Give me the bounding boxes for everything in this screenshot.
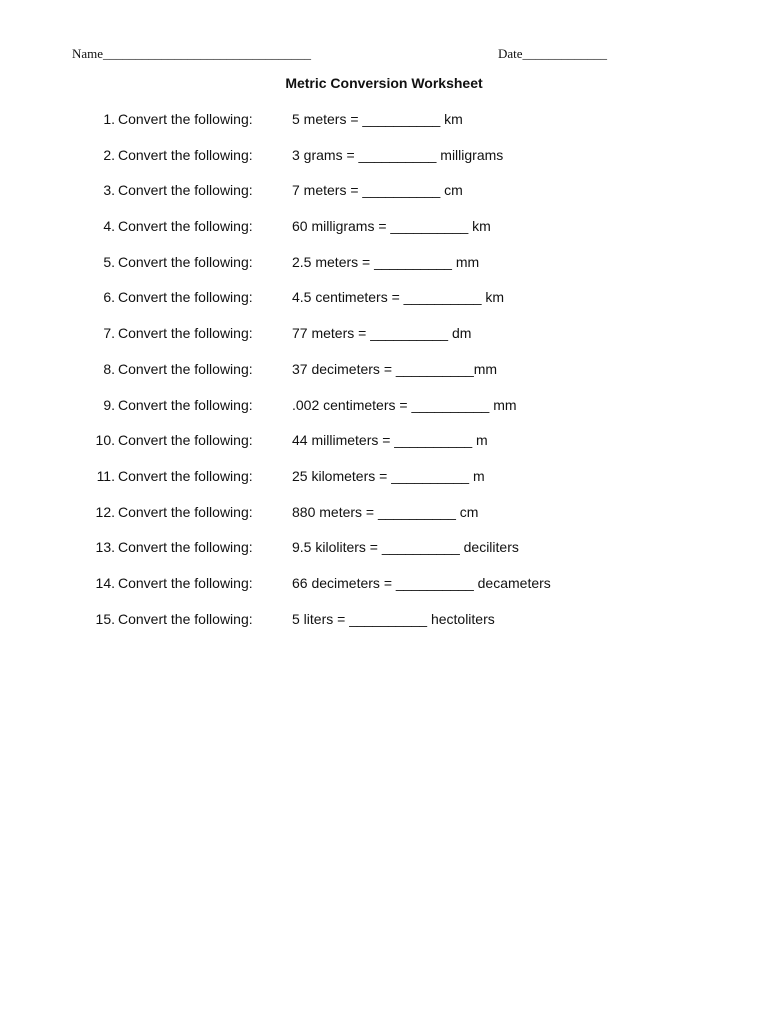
question-problem: 77 meters = __________ dm — [292, 325, 472, 342]
question-number: 14. — [95, 574, 115, 591]
question-problem: 5 liters = __________ hectoliters — [292, 610, 495, 627]
question-number: 1. — [103, 111, 115, 127]
worksheet-title: Metric Conversion Worksheet — [285, 75, 483, 91]
question-problem: 2.5 meters = __________ mm — [292, 253, 480, 270]
question-problem: 5 meters = __________ km — [292, 111, 463, 127]
question-instruction: Convert the following: — [118, 539, 253, 556]
question-1 — [0, 109, 768, 145]
question-number: 9. — [103, 396, 115, 413]
question-6 — [0, 287, 768, 323]
question-7 — [0, 323, 768, 359]
question-3 — [0, 180, 768, 216]
question-10 — [0, 430, 768, 466]
question-instruction: Convert the following: — [118, 253, 253, 270]
question-number: 12. — [95, 503, 115, 520]
question-instruction: Convert the following: — [118, 574, 253, 591]
question-number: 2. — [103, 146, 115, 163]
question-number: 7. — [103, 325, 115, 342]
question-11 — [0, 466, 768, 502]
question-instruction: Convert the following: — [118, 360, 253, 377]
question-instruction: Convert the following: — [118, 396, 253, 413]
question-4 — [0, 216, 768, 252]
question-instruction: Convert the following: — [118, 111, 253, 127]
question-problem: .002 centimeters = __________ mm — [292, 396, 517, 413]
question-number: 11. — [96, 467, 115, 484]
question-9 — [0, 395, 768, 431]
question-problem: 4.5 centimeters = __________ km — [292, 289, 505, 306]
question-number: 15. — [95, 610, 115, 627]
question-instruction: Convert the following: — [118, 325, 253, 342]
question-12 — [0, 502, 768, 538]
worksheet-header — [0, 46, 768, 66]
question-instruction: Convert the following: — [118, 467, 253, 484]
question-14 — [0, 573, 768, 609]
question-instruction: Convert the following: — [118, 503, 253, 520]
question-2 — [0, 145, 768, 181]
question-problem: 25 kilometers = __________ m — [292, 467, 485, 484]
question-problem: 3 grams = __________ milligrams — [292, 146, 504, 163]
question-13 — [0, 537, 768, 573]
question-number: 6. — [103, 289, 115, 306]
question-instruction: Convert the following: — [118, 432, 253, 449]
question-instruction: Convert the following: — [118, 218, 253, 235]
date-field: Date_____________ — [498, 46, 608, 61]
question-number: 4. — [103, 218, 115, 235]
question-15 — [0, 609, 768, 645]
question-instruction: Convert the following: — [118, 610, 253, 627]
question-5 — [0, 252, 768, 288]
name-field: Name________________________________ — [72, 46, 312, 61]
question-problem: 60 milligrams = __________ km — [292, 218, 491, 235]
question-problem: 66 decimeters = __________ decameters — [292, 574, 551, 591]
question-number: 8. — [103, 360, 115, 377]
question-problem: 44 millimeters = __________ m — [292, 432, 488, 449]
question-instruction: Convert the following: — [118, 146, 253, 163]
question-problem: 9.5 kiloliters = __________ deciliters — [292, 539, 519, 556]
question-instruction: Convert the following: — [118, 289, 253, 306]
question-number: 13. — [95, 539, 115, 556]
question-number: 5. — [103, 253, 115, 270]
question-instruction: Convert the following: — [118, 182, 253, 199]
question-number: 3. — [103, 182, 115, 199]
question-problem: 7 meters = __________ cm — [292, 182, 463, 199]
question-number: 10. — [95, 432, 115, 449]
question-list — [0, 109, 768, 644]
question-problem: 880 meters = __________ cm — [292, 503, 479, 520]
question-problem: 37 decimeters = __________mm — [292, 360, 498, 377]
question-8 — [0, 359, 768, 395]
